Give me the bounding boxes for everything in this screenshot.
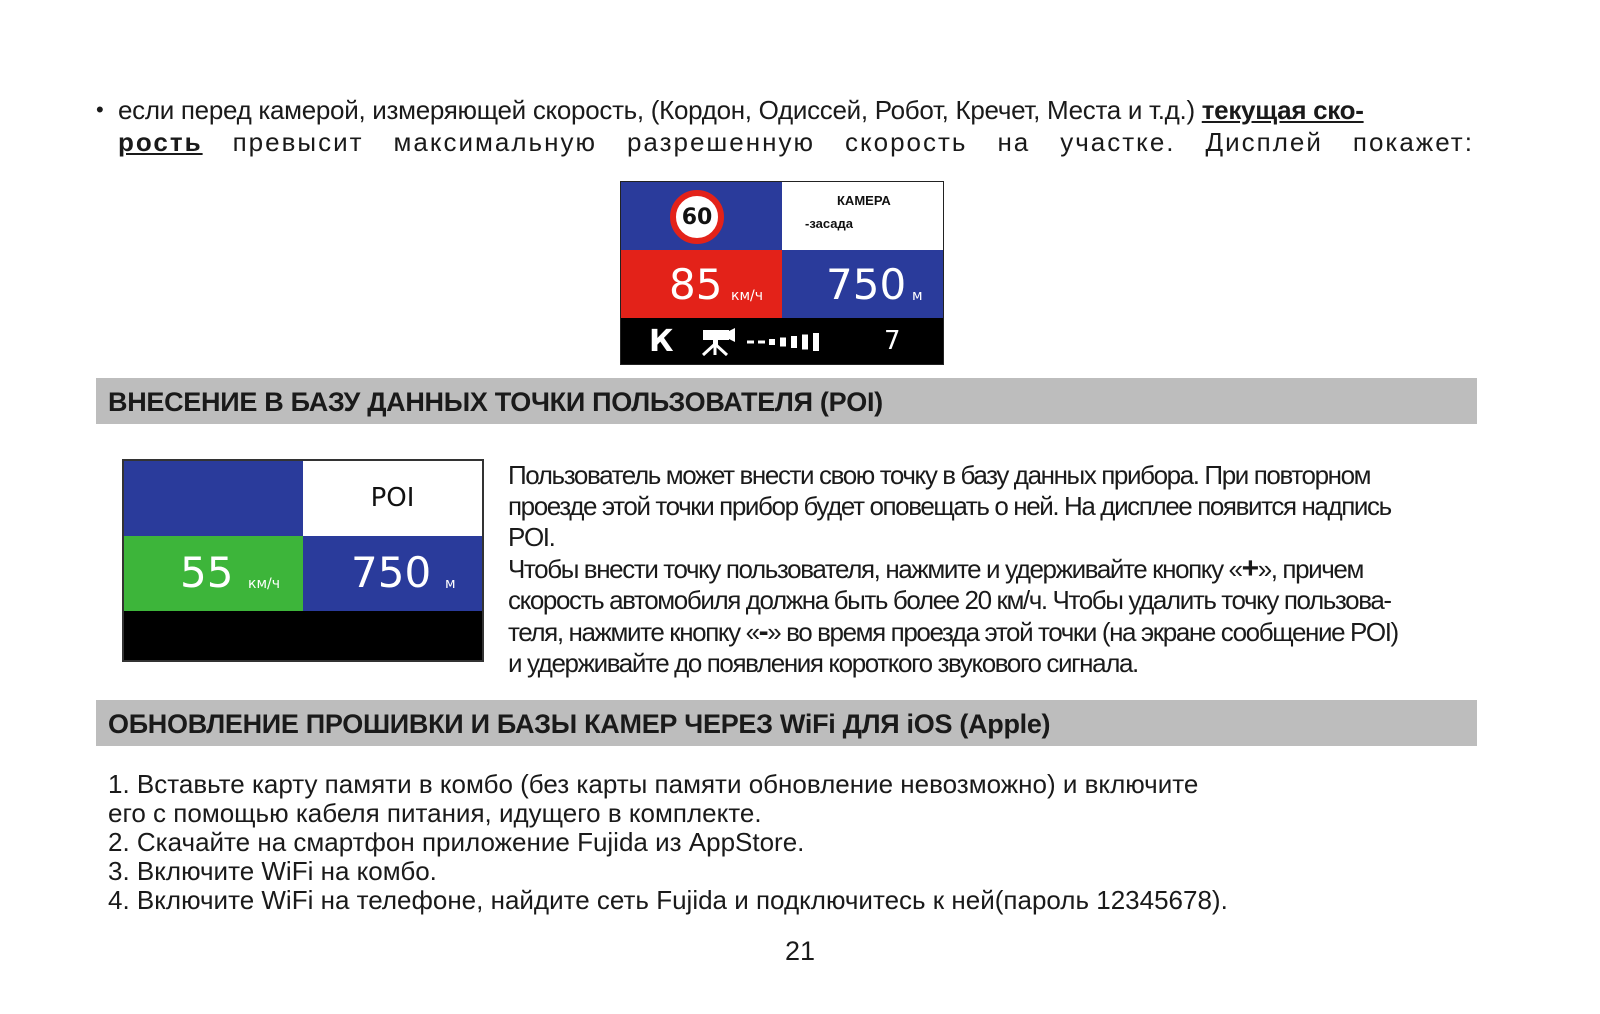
bullet-word: покажет:: [1352, 127, 1474, 157]
poi-label-panel: [303, 461, 482, 536]
radar-band: К: [649, 324, 674, 359]
poi-text-line: проезде этой точки прибор будет оповещать о ней. На дисплее появится надпись: [508, 491, 1391, 521]
signal-bar: [813, 333, 819, 351]
poi-speed-panel: [124, 536, 303, 611]
bullet-word: скорость: [844, 127, 968, 157]
step-line: 1. Вставьте карту памяти в комбо (без карты памяти обновление невозможно) и включите: [108, 769, 1199, 799]
speed-limit-sign-icon: 60: [670, 190, 724, 244]
poi-description: [508, 460, 1506, 679]
signal-bar: [747, 341, 754, 344]
step-line: 2. Скачайте на смартфон приложение Fujida из AppStore.: [108, 827, 805, 857]
update-steps: [108, 770, 1228, 915]
current-speed-panel: [621, 250, 782, 318]
bullet-word: участке.: [1060, 127, 1176, 157]
bullet-word: Дисплей: [1205, 127, 1323, 157]
step-line: 4. Включите WiFi на телефоне, найдите сеть Fujida и подключитесь к ней(пароль 12345678).: [108, 885, 1228, 915]
current-speed: 85: [669, 260, 723, 309]
bullet-word: максимальную: [393, 127, 597, 157]
bullet-emphasis-2: рость: [118, 127, 203, 157]
tripod-camera-icon: [695, 328, 737, 361]
poi-distance-panel: [303, 536, 482, 611]
camera-info-panel: [782, 182, 943, 250]
camera-title: КАМЕРА: [837, 193, 891, 208]
section-title-update: ОБНОВЛЕНИЕ ПРОШИВКИ И БАЗЫ КАМЕР ЧЕРЕЗ WiFi ДЛЯ iOS (Apple): [108, 709, 1051, 739]
distance-unit: м: [912, 288, 923, 304]
bullet-emphasis-1: текущая ско-: [1201, 95, 1364, 125]
poi-text-line: POI.: [508, 522, 555, 552]
speed-unit: км/ч: [731, 288, 764, 304]
poi-text-span: », причем: [1257, 554, 1363, 584]
poi-text-line: [508, 616, 1506, 648]
minus-button-symbol: -: [758, 615, 768, 648]
step-line: 3. Включите WiFi на комбо.: [108, 856, 437, 886]
section-header-poi: [96, 378, 1477, 424]
display-camera-warning: [620, 181, 944, 365]
signal-bar: [780, 338, 786, 347]
bullet-line-1-text: если перед камерой, измеряющей скорость, (Кордон, Одиссей, Робот, Кречет, Места и т.д.): [118, 95, 1195, 125]
bullet-marker: •: [96, 97, 104, 122]
poi-text-span: теля, нажмите кнопку «: [508, 617, 759, 647]
bullet-word: на: [997, 127, 1031, 157]
signal-bar: [791, 336, 797, 348]
poi-distance: 750: [351, 548, 432, 597]
step-line: его с помощью кабеля питания, идущего в комплекте.: [108, 798, 762, 828]
distance-value: 750: [826, 260, 907, 309]
poi-text-span: Чтобы внести точку пользователя, нажмите и удерживайте кнопку «: [508, 554, 1242, 584]
section-header-update: [96, 700, 1477, 746]
distance-panel: [782, 250, 943, 318]
poi-text-line: и удерживайте до появления короткого звукового сигнала.: [508, 648, 1138, 678]
poi-distance-unit: м: [445, 576, 456, 592]
poi-text-span: Пользователь может внести свою точку в базу данных прибора. При повторном: [508, 460, 1371, 490]
signal-bar: [802, 335, 808, 350]
page-number: 21: [784, 936, 816, 966]
poi-speed-unit: км/ч: [248, 576, 281, 592]
poi-sign-panel: [124, 461, 303, 536]
speed-limit-panel: [621, 182, 782, 250]
poi-text-line: [508, 460, 1506, 491]
bullet-line-1: [118, 94, 1364, 126]
display-poi: [122, 459, 484, 662]
bullet-word: разрешенную: [626, 127, 815, 157]
signal-level-indicator: [747, 330, 827, 359]
signal-bar: [769, 339, 775, 345]
section-title-poi: ВНЕСЕНИЕ В БАЗУ ДАННЫХ ТОЧКИ ПОЛЬЗОВАТЕЛЯ (POI): [108, 387, 883, 417]
poi-label: POI: [370, 483, 415, 513]
signal-bar: [758, 341, 765, 344]
bullet-word: превысит: [232, 127, 364, 157]
poi-speed: 55: [180, 548, 234, 597]
poi-text-line: скорость автомобиля должна быть более 20 км/ч. Чтобы удалить точку пользова-: [508, 585, 1391, 615]
poi-text-span: » во время проезда этой точки (на экране сообщение POI): [767, 617, 1398, 647]
poi-status-bar: [124, 611, 482, 660]
poi-text-line: [508, 553, 1506, 585]
camera-type: -засада: [805, 216, 853, 231]
camera-count: 7: [884, 326, 901, 356]
bullet-line-2: [118, 126, 1474, 158]
plus-button-symbol: +: [1241, 552, 1258, 585]
status-bar: [621, 318, 943, 364]
